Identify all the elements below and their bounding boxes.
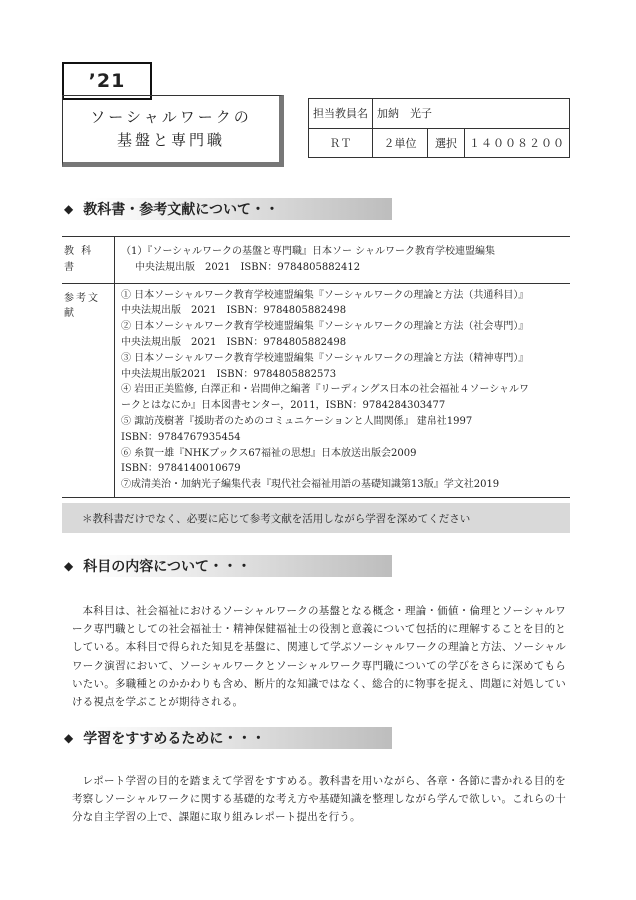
references-label: 参考文献 — [62, 283, 115, 497]
reference-line: ① 日本ソーシャルワーク教育学校連盟編集『ソーシャルワークの理論と方法（共通科目）』 — [121, 289, 529, 301]
textbook-entry — [115, 237, 571, 284]
teacher-label: 担当教員名 — [309, 99, 373, 129]
textbook-line: （1）『ソーシャルワークの基盤と専門職』日本ソー シャルワーク教育学校連盟編集 — [121, 246, 495, 257]
section-heading-text: 科目の内容について・・・ — [83, 559, 251, 575]
diamond-bullet-icon: ◆ — [64, 731, 74, 745]
reference-line: ⑦成清美治・加納光子編集代表『現代社会福祉用語の基礎知識第13版』学文社2019 — [121, 479, 500, 491]
textbook-table — [62, 236, 570, 498]
section-heading-text: 教科書・参考文献について・・ — [83, 202, 279, 218]
course-title-line1: ソーシャルワークの — [90, 108, 252, 126]
reference-line: ISBN：9784767935454 — [121, 431, 241, 443]
teacher-name: 加納 光子 — [373, 99, 570, 129]
section-heading-study — [62, 727, 392, 749]
study-paragraph: レポート学習の目的を踏まえて学習をすすめる。教科書を用いながら、各章・各節に書かれる目的を考察しソーシャルワークに関する基礎的な考え方や基礎知識を整理しながら学んで欲しい。これらの十分な自主学習の上で、課題に取り組みレポート提出を行う。 — [72, 775, 566, 824]
textbook-line: 中央法規出版 2021 ISBN：9784805882412 — [135, 261, 361, 273]
course-info-table — [308, 98, 570, 158]
textbook-label: 教 科 書 — [62, 237, 115, 284]
section-heading-textbooks — [62, 198, 392, 220]
reference-line: ⑥ 糸賀一雄『NHKブックス67福祉の思想』日本放送出版会2009 — [121, 447, 417, 459]
course-category: 選択 — [427, 128, 464, 158]
course-type: ＲＴ — [309, 128, 373, 158]
course-code: １４００８２００ — [465, 128, 570, 158]
reference-note: ＊教科書だけでなく、必要に応じて参考文献を活用しながら学習を深めてください — [62, 503, 570, 533]
diamond-bullet-icon: ◆ — [64, 202, 74, 216]
reference-line: ③ 日本ソーシャルワーク教育学校連盟編集『ソーシャルワークの理論と方法（精神専門）』 — [121, 352, 529, 364]
reference-line: ④ 岩田正美監修, 白澤正和・岩間伸之編著『リーディングス日本の社会福祉４ソーシャルワ — [121, 384, 530, 396]
references-list — [115, 283, 571, 497]
reference-line: ② 日本ソーシャルワーク教育学校連盟編集『ソーシャルワークの理論と方法（社会専門）』 — [121, 321, 529, 333]
content-paragraph: 本科目は、社会福祉におけるソーシャルワークの基盤となる概念・理論・価値・倫理とソーシャルワーク専門職としての社会福祉士・精神保健福祉士の役割と意義について包括的に理解することを目的としている。本科目で得られた知見を基盤に、関連して学ぶソーシャルワークの理論と方法、ソーシャルワーク演習において、ソーシャルワークとソーシャルワーク専門職についての学びをさらに深めてもらいたい。多職種とのかかわりも含め、断片的な知識ではなく、総合的に物事を捉え、問題に対処していける視点を学ぶことが期待される。 — [72, 605, 566, 709]
course-title-box — [62, 95, 284, 167]
reference-line: 中央法規出版 2021 ISBN：9784805882498 — [121, 305, 347, 317]
section-heading-text: 学習をすすめるために・・・ — [83, 731, 266, 747]
course-credits: ２単位 — [373, 128, 428, 158]
reference-line: 中央法規出版2021 ISBN：9784805882573 — [121, 368, 337, 380]
course-title-line2: 基盤と専門職 — [116, 131, 225, 149]
section-heading-content — [62, 555, 392, 577]
year-label: ’21 — [62, 62, 152, 100]
diamond-bullet-icon: ◆ — [64, 559, 74, 573]
reference-line: ⑤ 諏訪茂樹著『援助者のためのコミュニケーションと人間関係』 建帛社1997 — [121, 415, 473, 427]
reference-line: ISBN：9784140010679 — [121, 463, 241, 475]
reference-line: 中央法規出版 2021 ISBN：9784805882498 — [121, 336, 347, 348]
reference-line: ークとはなにか』日本図書センター，2011，ISBN：9784284303477 — [121, 400, 446, 412]
